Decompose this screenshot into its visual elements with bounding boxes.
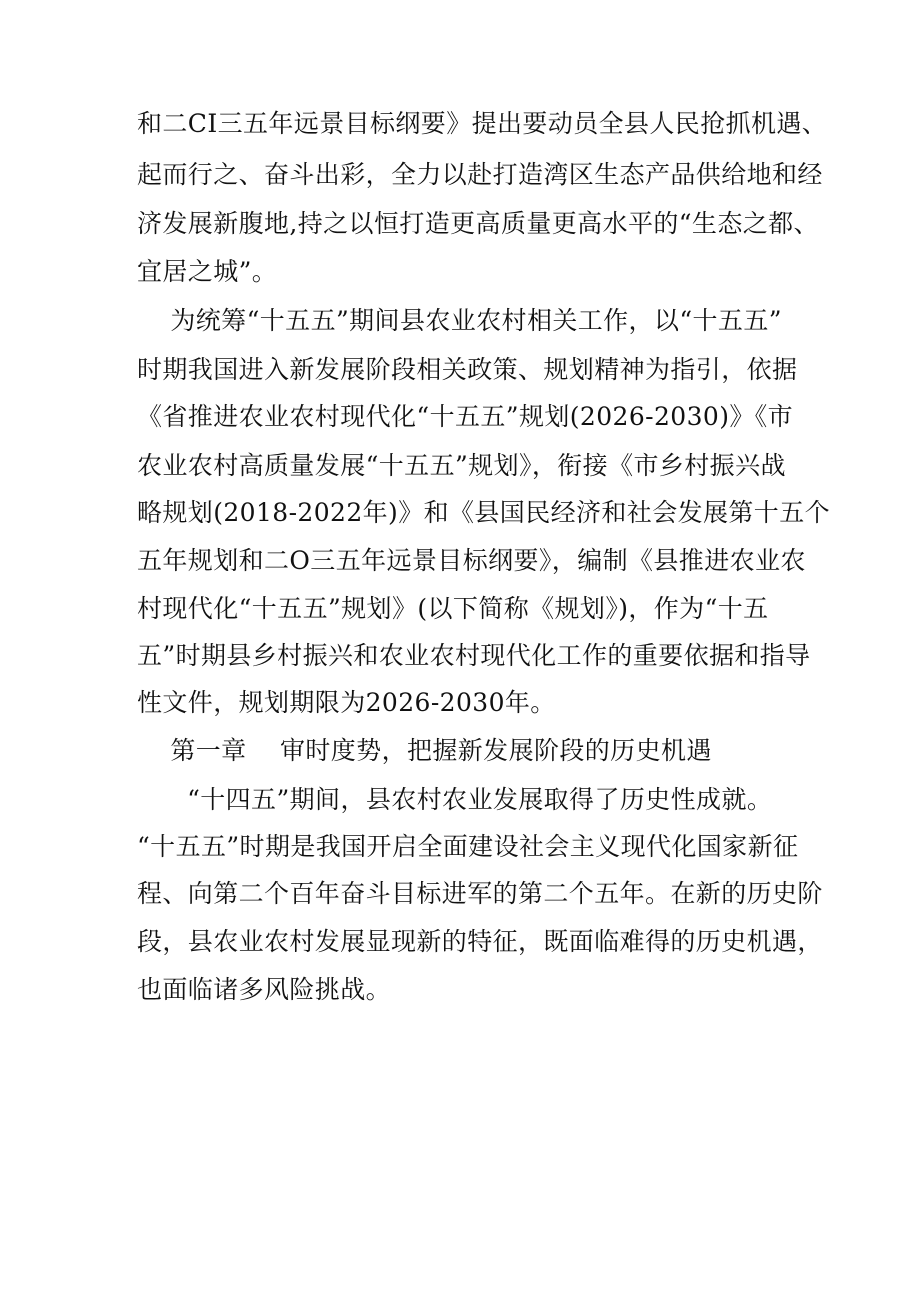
paragraph-2-line-3: 《省推进农业农村现代化“十五五”规划(2026-2030)》《市 bbox=[137, 402, 794, 431]
paragraph-2-line-4: 农业农村高质量发展“十五五”规划》，衔接《市乡村振兴战 bbox=[137, 451, 786, 480]
paragraph-1-line-1: 和二CI三五年远景目标纲要》提出要动员全县人民抢抓机遇、 bbox=[137, 109, 828, 138]
chapter-heading: 第一章 审时度势，把握新发展阶段的历史机遇 bbox=[137, 736, 712, 765]
paragraph-3-line-1: “十四五”期间，县农村农业发展取得了历史性成就。 bbox=[137, 785, 773, 814]
paragraph-3-line-3: 程、向第二个百年奋斗目标进军的第二个五年。在新的历史阶 bbox=[137, 879, 823, 908]
paragraph-2-line-7: 村现代化“十五五”规划》(以下简称《规划》)，作为“十五 bbox=[137, 594, 769, 623]
paragraph-3-line-4: 段，县农业农村发展显现新的特征，既面临难得的历史机遇， bbox=[137, 927, 823, 956]
paragraph-3-line-5: 也面临诸多风险挑战。 bbox=[137, 975, 392, 1004]
paragraph-1-line-2: 起而行之、奋斗出彩，全力以赴打造湾区生态产品供给地和经 bbox=[137, 160, 823, 189]
paragraph-3-line-2: “十五五”时期是我国开启全面建设社会主义现代化国家新征 bbox=[137, 832, 799, 861]
paragraph-2-line-1: 为统筹“十五五”期间县农业农村相关工作，以“十五五” bbox=[137, 306, 782, 335]
paragraph-2-line-8: 五”时期县乡村振兴和农业农村现代化工作的重要依据和指导 bbox=[137, 641, 811, 670]
paragraph-1-line-3: 济发展新腹地,持之以恒打造更高质量更高水平的“生态之都、 bbox=[137, 209, 819, 238]
paragraph-2-line-6: 五年规划和二O三五年远景目标纲要》，编制《县推进农业农 bbox=[137, 546, 806, 575]
paragraph-2-line-9: 性文件，规划期限为2026-2030年。 bbox=[137, 688, 556, 717]
paragraph-1-line-4: 宜居之城”。 bbox=[137, 257, 278, 286]
paragraph-2-line-2: 时期我国进入新发展阶段相关政策、规划精神为指引，依据 bbox=[137, 355, 798, 384]
paragraph-2-line-5: 略规划(2018-2022年)》和《县国民经济和社会发展第十五个 bbox=[137, 498, 831, 527]
